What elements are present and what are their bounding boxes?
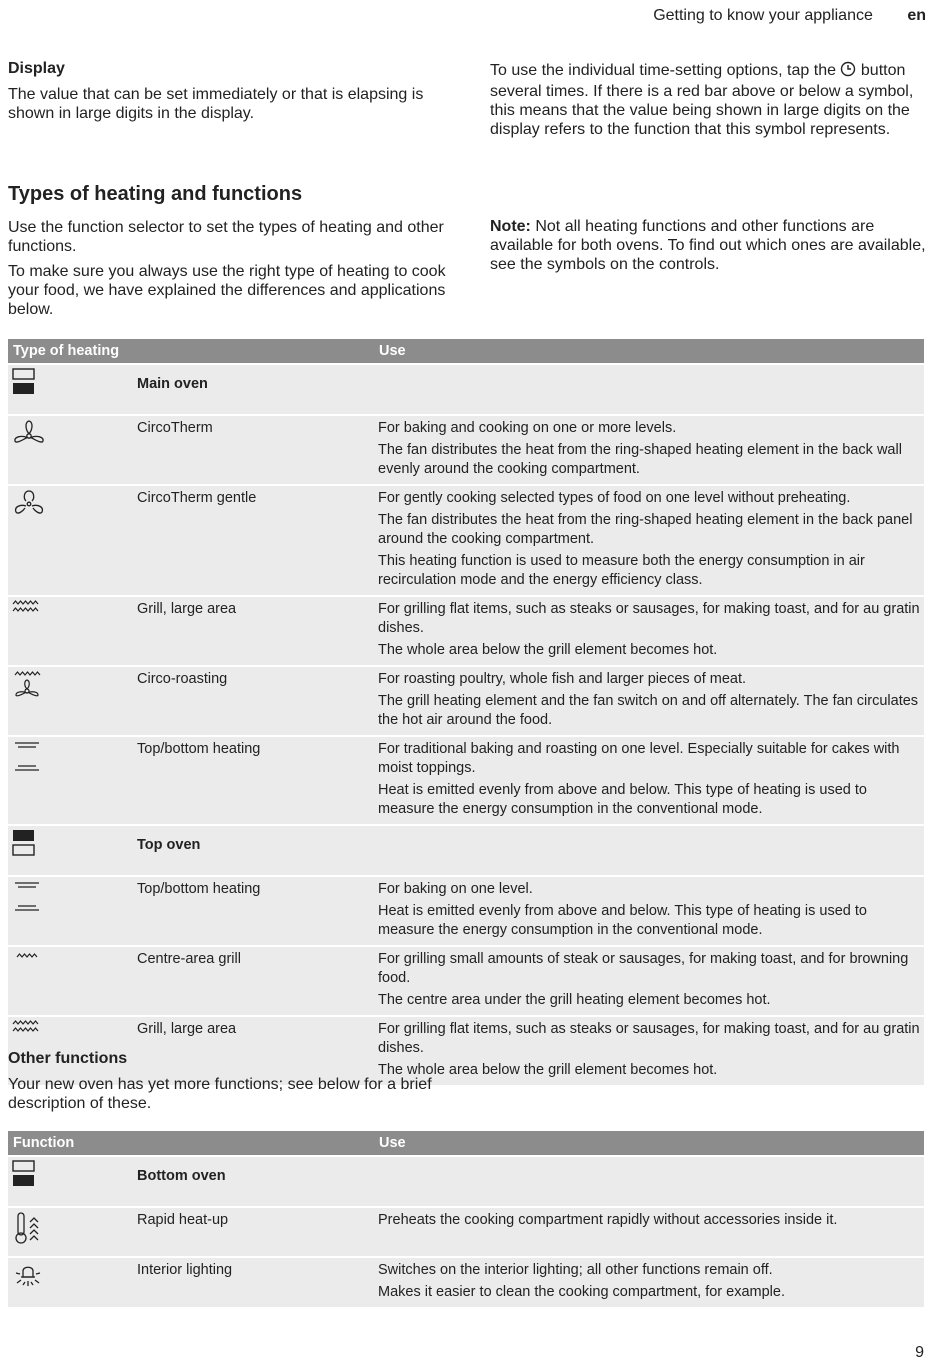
function-use <box>374 1156 924 1207</box>
types-heading: Types of heating and functions <box>8 183 303 205</box>
main-oven-icon <box>12 368 129 402</box>
use-line: For traditional baking and roasting on one level. Especially suitable for cakes with moist toppings. <box>378 741 900 776</box>
column-header-use: Use <box>374 1131 924 1156</box>
column-header-use: Use <box>374 339 924 364</box>
top-bottom-heating-icon <box>12 880 129 920</box>
table-row <box>8 825 924 876</box>
table-header-row <box>8 1131 924 1156</box>
page-header <box>653 7 926 25</box>
use-line: Heat is emitted evenly from above and below. This type of heating is used to measure the energy consumption in the conventional mode. <box>378 782 867 817</box>
use-line: Heat is emitted evenly from above and below. This type of heating is used to measure the energy consumption in the conventional mode. <box>378 903 867 938</box>
other-functions-section <box>8 1050 448 1119</box>
function-name: Top oven <box>133 825 374 876</box>
table-row <box>8 1207 924 1257</box>
function-name: Bottom oven <box>133 1156 374 1207</box>
use-line: Switches on the interior lighting; all other functions remain off. <box>378 1262 773 1278</box>
table-row <box>8 1257 924 1307</box>
table-row <box>8 415 924 485</box>
display-right-after: button several times. If there is a red bar above or below a symbol, this means that the value being shown in large digits on the display refers to the function that this symbol represents. <box>490 62 914 138</box>
function-use <box>374 596 924 666</box>
function-name: Grill, large area <box>133 596 374 666</box>
function-use <box>374 1016 924 1085</box>
circotherm-gentle-icon <box>12 489 129 525</box>
table-row <box>8 736 924 825</box>
icon-cell <box>8 1207 133 1257</box>
function-name: CircoTherm <box>133 415 374 485</box>
function-use <box>374 666 924 736</box>
use-line: For grilling flat items, such as steaks or sausages, for making toast, and for au gratin dishes. <box>378 1021 920 1056</box>
function-name: Grill, large area <box>133 1016 374 1085</box>
function-name: Circo-roasting <box>133 666 374 736</box>
use-line: The fan distributes the heat from the ring-shaped heating element in the back wall evenly around the cooking compartment. <box>378 442 902 477</box>
icon-cell <box>8 1257 133 1307</box>
other-functions-table <box>8 1131 924 1307</box>
use-line: The fan distributes the heat from the ring-shaped heating element in the back panel around the cooking compartment. <box>378 512 913 547</box>
display-text: The value that can be set immediately or that is elapsing is shown in large digits in the display. <box>8 86 424 122</box>
use-line: Preheats the cooking compartment rapidly without accessories inside it. <box>378 1212 838 1228</box>
function-use <box>374 485 924 596</box>
rapid-heatup-icon <box>12 1211 129 1251</box>
table-row <box>8 485 924 596</box>
function-use <box>374 364 924 415</box>
clock-icon <box>840 61 856 82</box>
grill-large-icon <box>12 1020 129 1042</box>
table-header-row <box>8 339 924 364</box>
use-line: For gently cooking selected types of food on one level without preheating. <box>378 490 851 506</box>
centre-grill-icon <box>12 950 129 969</box>
icon-cell <box>8 364 133 415</box>
display-section <box>8 60 448 129</box>
display-heading: Display <box>8 60 65 77</box>
note-label: Note: <box>490 218 531 235</box>
use-line: For roasting poultry, whole fish and larger pieces of meat. <box>378 671 747 687</box>
function-name: Top/bottom heating <box>133 876 374 946</box>
use-line: The grill heating element and the fan switch on and off alternately. The fan circulates the hot air around the food. <box>378 693 919 728</box>
column-header-function: Function <box>8 1131 374 1156</box>
use-line: For baking and cooking on one or more levels. <box>378 420 677 436</box>
icon-cell <box>8 736 133 825</box>
circotherm-fan-icon <box>12 419 129 455</box>
note-text: Not all heating functions and other functions are available for both ovens. To find out which ones are available, see the symbols on the controls. <box>490 218 926 273</box>
types-section <box>8 183 448 325</box>
function-use <box>374 736 924 825</box>
function-use <box>374 1207 924 1257</box>
use-line: The whole area below the grill element becomes hot. <box>378 1062 718 1078</box>
table-row <box>8 1156 924 1207</box>
icon-cell <box>8 666 133 736</box>
types-p1: Use the function selector to set the types of heating and other functions. <box>8 219 444 255</box>
function-use <box>374 1257 924 1307</box>
table-row <box>8 364 924 415</box>
section-title: Getting to know your appliance <box>653 7 873 24</box>
icon-cell <box>8 596 133 666</box>
display-right-before: To use the individual time-setting options, tap the <box>490 62 836 79</box>
function-use <box>374 946 924 1016</box>
page-number: 9 <box>915 1344 924 1361</box>
use-line: For baking on one level. <box>378 881 533 897</box>
use-line: For grilling flat items, such as steaks or sausages, for making toast, and for au gratin dishes. <box>378 601 920 636</box>
heating-types-table <box>8 339 924 1085</box>
icon-cell <box>8 1156 133 1207</box>
grill-large-icon <box>12 600 129 622</box>
function-use <box>374 825 924 876</box>
table-row <box>8 666 924 736</box>
use-line: The centre area under the grill heating element becomes hot. <box>378 992 771 1008</box>
function-use <box>374 876 924 946</box>
function-name: Centre-area grill <box>133 946 374 1016</box>
icon-cell <box>8 946 133 1016</box>
function-name: Interior lighting <box>133 1257 374 1307</box>
function-name: CircoTherm gentle <box>133 485 374 596</box>
light-bulb-icon <box>12 1261 129 1299</box>
icon-cell <box>8 876 133 946</box>
language-code: en <box>907 7 926 24</box>
types-p2: To make sure you always use the right type of heating to cook your food, we have explained the differences and applications below. <box>8 263 446 318</box>
icon-cell <box>8 485 133 596</box>
table-row <box>8 876 924 946</box>
circo-roasting-icon <box>12 670 129 708</box>
function-name: Main oven <box>133 364 374 415</box>
function-use <box>374 415 924 485</box>
top-oven-icon <box>12 829 129 863</box>
icon-cell <box>8 825 133 876</box>
main-oven-icon <box>12 1160 129 1194</box>
types-note <box>490 217 930 280</box>
column-header-type: Type of heating <box>8 339 374 364</box>
table-row <box>8 596 924 666</box>
other-functions-text: Your new oven has yet more functions; see below for a brief description of these. <box>8 1076 432 1112</box>
use-line: Makes it easier to clean the cooking compartment, for example. <box>378 1284 785 1300</box>
use-line: The whole area below the grill element becomes hot. <box>378 642 718 658</box>
function-name: Top/bottom heating <box>133 736 374 825</box>
use-line: For grilling small amounts of steak or sausages, for making toast, and for browning food. <box>378 951 909 986</box>
display-right-text <box>490 61 930 145</box>
table-row <box>8 946 924 1016</box>
use-line: This heating function is used to measure both the energy consumption in air recirculation mode and the energy efficiency class. <box>378 553 865 588</box>
function-name: Rapid heat-up <box>133 1207 374 1257</box>
other-functions-heading: Other functions <box>8 1050 128 1067</box>
top-bottom-heating-icon <box>12 740 129 780</box>
icon-cell <box>8 415 133 485</box>
